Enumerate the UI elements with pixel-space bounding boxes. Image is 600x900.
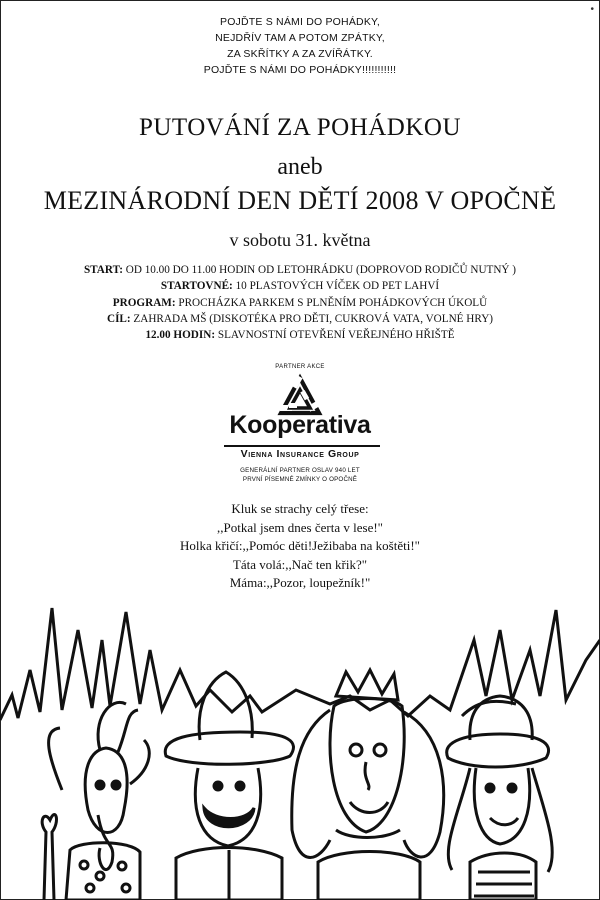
title-connector: aneb: [277, 154, 323, 180]
info-start: [0, 262, 600, 278]
partner-note-line: GENERÁLNÍ PARTNER OSLAV 940 LET: [240, 467, 360, 474]
sailor-character: [447, 696, 553, 900]
partner-brand: Kooperativa: [229, 411, 371, 439]
info-text: SLAVNOSTNÍ OTEVŘENÍ VEŘEJNÉHO HŘIŠTĚ: [215, 329, 455, 342]
robber-character: [165, 672, 293, 900]
brand-underline: [224, 445, 380, 447]
info-text: OD 10.00 DO 11.00 HODIN OD LETOHRÁDKU (DOPROVOD RODIČŮ NUTNÝ ): [122, 264, 517, 276]
info-label: STARTOVNÉ:: [160, 280, 233, 293]
info-label: PROGRAM:: [112, 296, 176, 309]
devil-character: [42, 702, 149, 900]
info-finish: [0, 311, 600, 327]
fairy-tale-characters-illustration: [0, 600, 600, 900]
poem-line: NEJDŘÍV TAM A POTOM ZPÁTKY,: [215, 32, 385, 44]
info-label: 12.00 HODIN:: [145, 329, 216, 342]
corner-mark: •: [590, 4, 594, 15]
partner-note-line: PRVNÍ PÍSEMNÉ ZMÍNKY O OPOČNĚ: [242, 475, 358, 483]
info-text: ZAHRADA MŠ (DISKOTÉKA PRO DĚTI, CUKROVÁ VATA, VOLNÉ HRY): [130, 312, 494, 325]
info-label: CÍL:: [106, 312, 131, 325]
verse-line: Táta volá:,,Nač ten křik?": [232, 556, 368, 572]
info-text: PROCHÁZKA PARKEM S PLNĚNÍM POHÁDKOVÝCH ÚKOLŮ: [175, 296, 488, 309]
event-title: PUTOVÁNÍ ZA POHÁDKOU: [138, 114, 462, 141]
closing-verse: [0, 500, 600, 593]
verse-line: Máma:,,Pozor, loupežník!": [229, 575, 371, 590]
poem-line: POJĎTE S NÁMI DO POHÁDKY!!!!!!!!!!!: [203, 64, 397, 76]
verse-line: Kluk se strachy celý třese:: [231, 501, 369, 516]
event-info: [0, 262, 600, 343]
verse-line: Holka křičí:,,Pomóc děti!Ježibaba na koštěti!": [180, 538, 420, 553]
intro-poem: [0, 14, 600, 78]
event-date: v sobotu 31. května: [229, 230, 371, 250]
partner-note: [150, 467, 450, 484]
info-label: START:: [83, 264, 123, 276]
poem-line: POJĎTE S NÁMI DO POHÁDKY,: [219, 16, 380, 28]
info-text: 10 PLASTOVÝCH VÍČEK OD PET LAHVÍ: [232, 280, 440, 293]
partner-label: PARTNER AKCE: [275, 364, 325, 370]
info-fee: [0, 278, 600, 294]
info-program: [0, 295, 600, 311]
event-subtitle: MEZINÁRODNÍ DEN DĚTÍ 2008 V OPOČNĚ: [43, 186, 557, 215]
poem-line: ZA SKŘÍTKY A ZA ZVÍŘÁTKY.: [227, 48, 373, 60]
info-opening: [0, 327, 600, 343]
partner-group: Vienna Insurance Group: [240, 448, 360, 460]
verse-line: ,,Potkal jsem dnes čerta v lese!": [217, 519, 383, 535]
